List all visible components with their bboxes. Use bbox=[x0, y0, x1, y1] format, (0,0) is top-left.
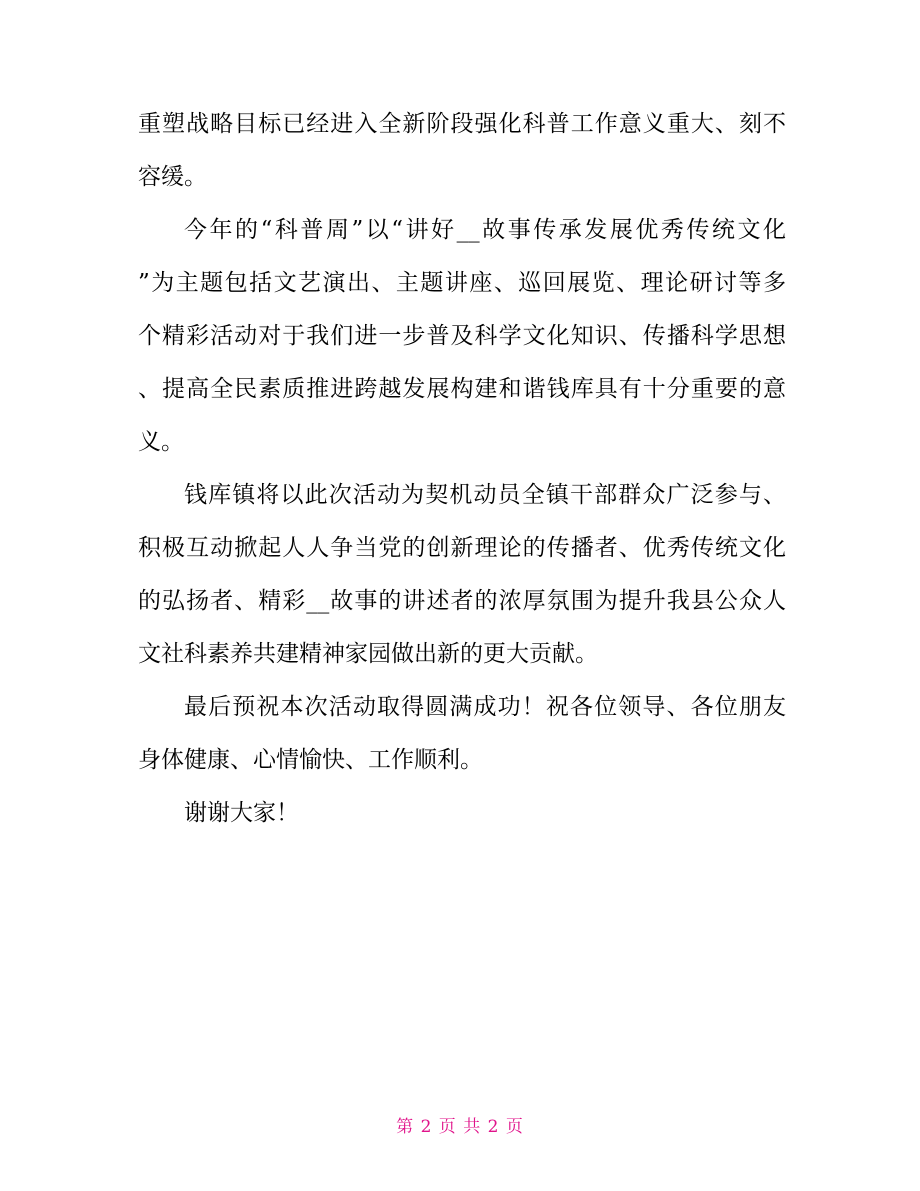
text-line: 谢谢大家！ bbox=[184, 800, 299, 826]
text-line: 个精彩活动对于我们进一步普及科学文化知识、传播科学思想 bbox=[138, 323, 786, 349]
text-line: ”为主题包括文艺演出、主题讲座、巡回展览、理论研讨等多 bbox=[138, 270, 786, 296]
page-footer: 第 2 页 共 2 页 bbox=[396, 1117, 524, 1137]
text-line: 最后预祝本次活动取得圆满成功！祝各位领导、各位朋友 bbox=[184, 694, 786, 720]
text-line: 今年的“科普周”以“讲好__故事传承发展优秀传统文化 bbox=[184, 217, 786, 243]
text-line: 积极互动掀起人人争当党的创新理论的传播者、优秀传统文化 bbox=[138, 535, 786, 561]
text-line: 容缓。 bbox=[138, 164, 207, 190]
text-line: 身体健康、心情愉快、工作顺利。 bbox=[138, 747, 483, 773]
text-line: 义。 bbox=[138, 429, 184, 455]
text-line: 重塑战略目标已经进入全新阶段强化科普工作意义重大、刻不 bbox=[138, 111, 786, 137]
text-line: 文社科素养共建精神家园做出新的更大贡献。 bbox=[138, 641, 598, 667]
text-line: 钱库镇将以此次活动为契机动员全镇干部群众广泛参与、 bbox=[184, 482, 786, 508]
text-line: 的弘扬者、精彩__故事的讲述者的浓厚氛围为提升我县公众人 bbox=[138, 588, 786, 614]
text-line: 、提高全民素质推进跨越发展构建和谐钱库具有十分重要的意 bbox=[138, 376, 786, 402]
document-body bbox=[138, 98, 786, 840]
